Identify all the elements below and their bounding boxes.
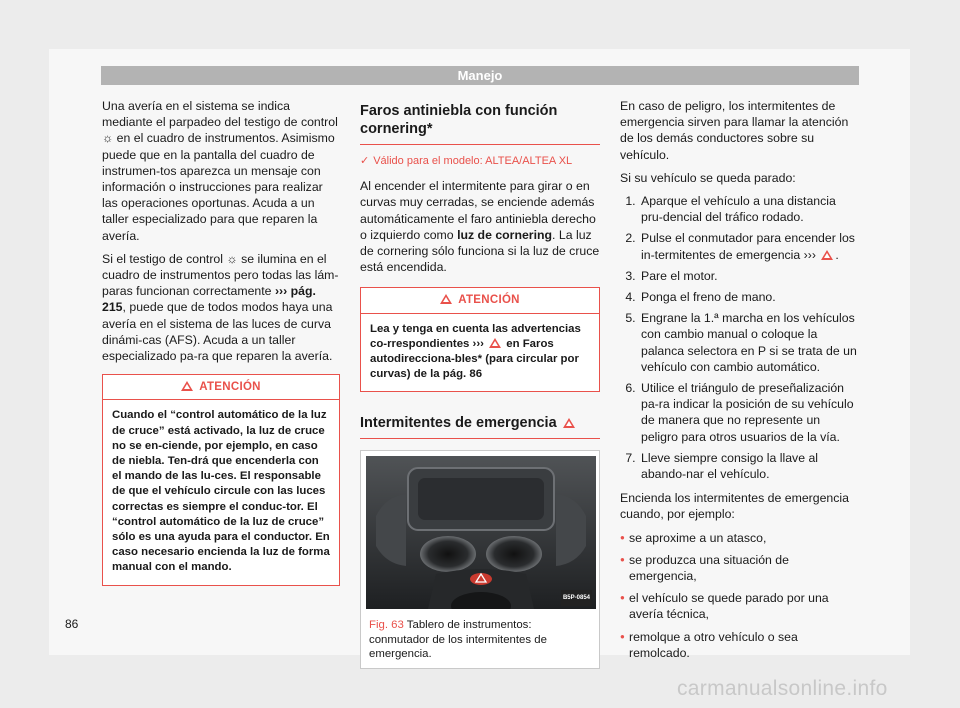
- warning-header: ATENCIÓN: [103, 375, 339, 400]
- paragraph: Al encender el intermitente para girar o en curvas muy cerradas, se enciende además automáticamente el faro antiniebla derecho o izquierdo como luz de cornering. La luz de cornering sólo funciona si la luz de cruce está encendida.: [360, 179, 600, 275]
- warning-text: Lea y tenga en cuenta las advertencias co-rrespondientes ››› en Faros autodirecciona-bles* (para circular por curvas) de la pág. 86: [370, 322, 581, 381]
- list-item: 6. Utilice el triángulo de preseñalización pa-ra indicar la posición de su vehículo de manera que no represente un peligro para otros usuarios de la vía.: [639, 380, 860, 445]
- section-title: Intermitentes de emergencia: [360, 414, 600, 439]
- paragraph: Una avería en el sistema se indica mediante el parpadeo del testigo de control ☼ en el cuadro de instrumentos. Asimismo puede que en la pantalla del cuadro de instrumen-tos aparezca un mensaje con información o instrucciones para realizar las operaciones oportunas. Acuda a un taller especializado para que reparen la avería.: [102, 99, 338, 243]
- list-item: ● el vehículo se quede parado por una avería técnica,: [620, 590, 860, 622]
- column-left: [102, 98, 340, 586]
- warning-triangle-icon: [440, 294, 452, 304]
- page-header: Manejo: [101, 66, 859, 85]
- page-number: 86: [65, 617, 79, 631]
- list-item: 4. Ponga el freno de mano.: [639, 289, 860, 305]
- column-middle: [360, 98, 600, 669]
- bullet-list: [620, 530, 860, 661]
- warning-box: [102, 374, 340, 585]
- page-reference-link[interactable]: ››› pág. 215: [102, 284, 316, 315]
- figure-caption: Fig. 63 Tablero de instrumentos: conmutador de los intermitentes de emergencia.: [369, 619, 547, 661]
- section-title: Faros antiniebla con función cornering*: [360, 102, 600, 145]
- dashboard-console-illustration: [366, 456, 596, 609]
- paragraph: Si el testigo de control ☼ se ilumina en el cuadro de instrumentos pero todas las lám-paras funcionan correctamente ››› pág. 215, puede que de todos modos haya una avería en el sistema de las luces de curva dinámi-cas (AFS). Acuda a un taller especializado pa-ra que reparen la avería.: [102, 251, 339, 364]
- list-item: ● se produzca una situación de emergencia,: [620, 552, 860, 584]
- validity-note: ✓ Válido para el modelo: ALTEA/ALTEA XL: [360, 155, 573, 167]
- watermark: carmanualsonline.info: [677, 677, 888, 700]
- warning-triangle-icon: [821, 250, 833, 260]
- warning-box: [360, 287, 600, 392]
- column-right: [620, 98, 860, 667]
- paragraph: Encienda los intermitentes de emergencia cuando, por ejemplo:: [620, 491, 849, 522]
- warning-triangle-icon: [563, 418, 575, 428]
- list-item: 1. Aparque el vehículo a una distancia pru-dencial del tráfico rodado.: [639, 193, 860, 225]
- list-item: 5. Engrane la 1.ª marcha en los vehículos con cambio manual o coloque la palanca selectora en P si se trata de un vehículo con cambio automático.: [639, 310, 860, 375]
- hazard-switch-photo: [366, 456, 596, 609]
- figure-code: B5P-0854: [561, 590, 592, 606]
- list-item: 3. Pare el motor.: [639, 268, 860, 284]
- paragraph: En caso de peligro, los intermitentes de emergencia sirven para llamar la atención de los demás conductores sobre su vehículo.: [620, 99, 849, 162]
- warning-text: Cuando el “control automático de la luz de cruce” está activado, la luz de cruce no se en-ciende, por ejemplo, en caso de niebla. Ten-drá que encenderla con el mando de las lu-ces. El responsable de que el vehículo circule con las luces correctas es siempre el conduc-tor. El “control automático de la luz de cruce” sólo es una ayuda para el conductor. En caso necesario encienda la luz de forma manual con el mando.: [112, 409, 330, 574]
- check-icon: ✓: [360, 155, 370, 167]
- list-item: 7. Lleve siempre consigo la llave al abando-nar el vehículo.: [639, 450, 860, 482]
- figure: [360, 450, 600, 669]
- paragraph: Si su vehículo se queda parado:: [620, 170, 796, 185]
- steps-list: [620, 193, 860, 482]
- warning-triangle-icon: [489, 338, 501, 348]
- list-item: ● se aproxime a un atasco,: [620, 530, 860, 546]
- warning-triangle-icon: [181, 381, 193, 391]
- list-item: 2. Pulse el conmutador para encender los in-termitentes de emergencia ››› .: [639, 230, 860, 262]
- warning-header: ATENCIÓN: [361, 288, 599, 313]
- list-item: ● remolque a otro vehículo o sea remolcado.: [620, 629, 860, 661]
